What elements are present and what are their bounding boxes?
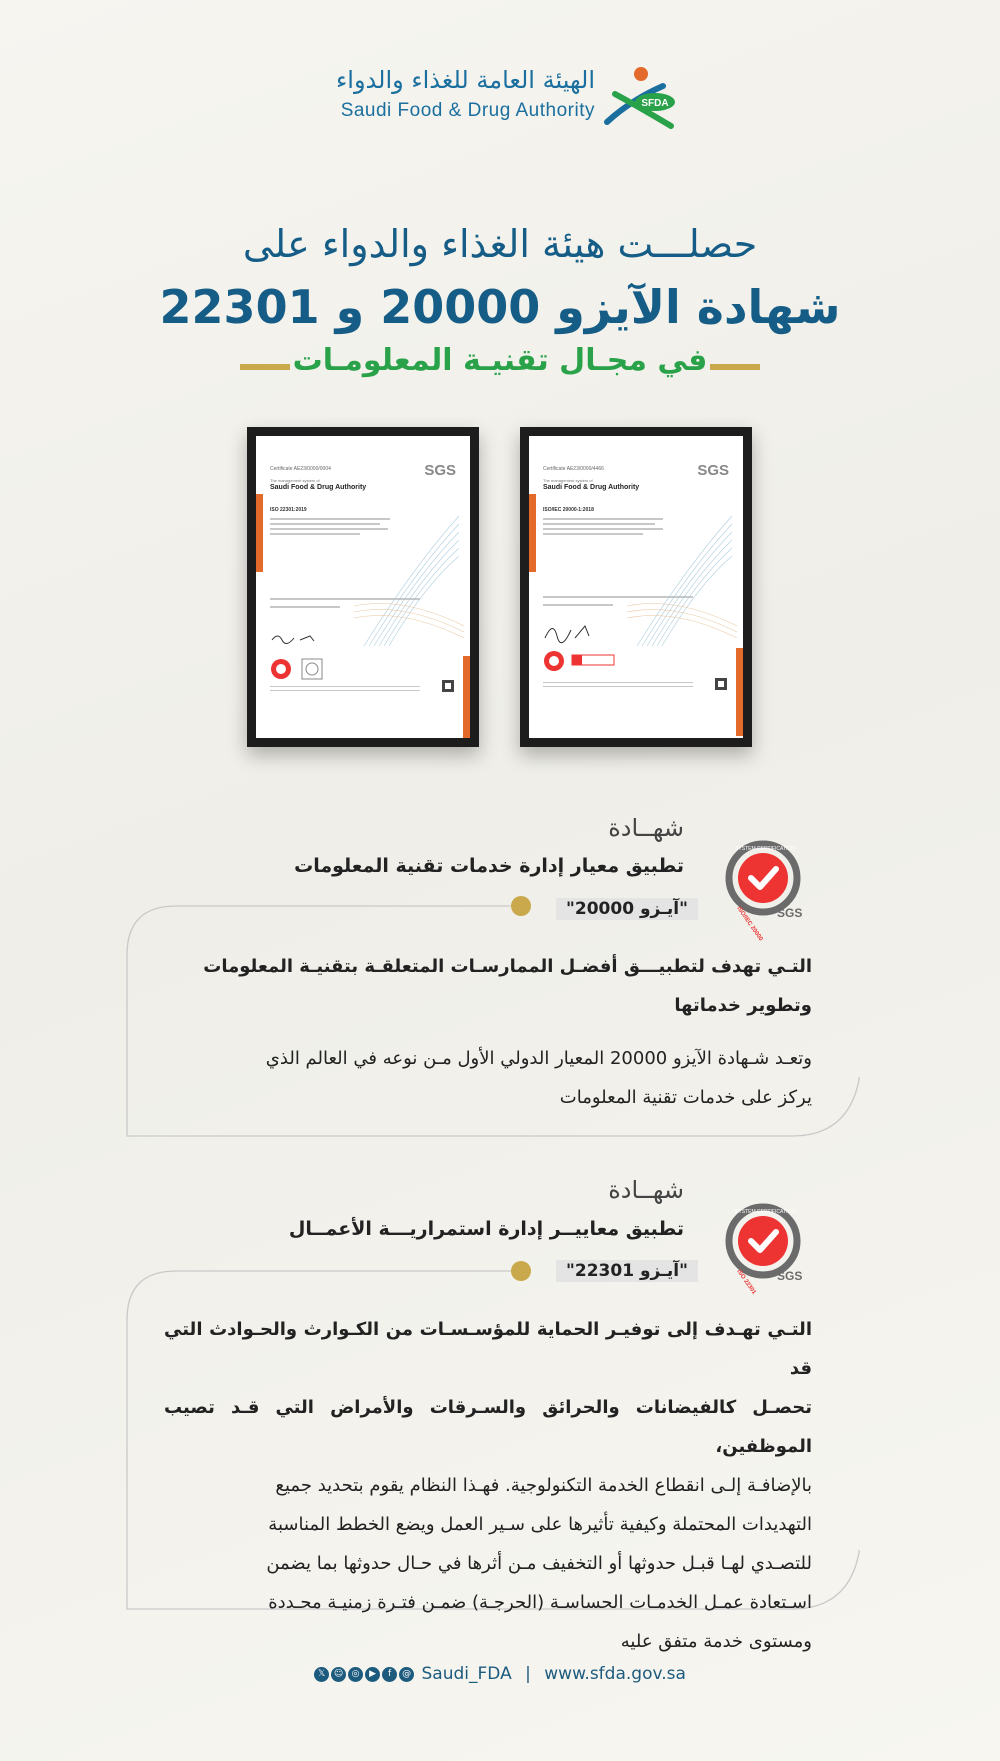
footer: [0, 1664, 1000, 1684]
certificate-frame-iso-22301: [247, 427, 479, 747]
title-line-2: شهادة الآيزو 20000 و 22301: [159, 280, 841, 334]
snapchat-icon[interactable]: ☺: [331, 1667, 346, 1682]
facebook-icon[interactable]: f: [382, 1667, 397, 1682]
certificate-footer-line: [543, 682, 693, 683]
instagram-icon[interactable]: ◎: [348, 1667, 363, 1682]
section1-para-bold-1: التـي تهدف لتطبيـــق أفضـل الممارسـات المتعلقـة بتقنيـة المعلومات: [203, 956, 812, 977]
certificate-text-line: [270, 606, 340, 608]
section1-gold-dot: [511, 896, 531, 916]
section1-heading: تطبيق معيار إدارة خدمات تقنية المعلومات: [294, 855, 684, 877]
signature-icon: [270, 632, 330, 644]
iso-20000-badge-icon: [727, 842, 805, 943]
logo-arabic-name: الهيئة العامة للغذاء والدواء: [336, 66, 595, 94]
certificate-footer-line: [543, 686, 693, 687]
signature-icon: [543, 620, 603, 642]
sfda-logo: [315, 62, 685, 132]
logo-english-name: Saudi Food & Drug Authority: [340, 100, 595, 121]
certificate-paper: [256, 436, 470, 738]
certificate-text-line: [543, 604, 613, 606]
certificate-number: Certificate AE23/0000/4466: [543, 466, 604, 472]
sfda-emblem-icon: [601, 64, 685, 130]
section1-iso-tag: "آيـزو 20000": [556, 898, 698, 920]
x-icon[interactable]: 𝕏: [314, 1667, 329, 1682]
svg-text:SYSTEM CERTIFICATION: SYSTEM CERTIFICATION: [735, 846, 795, 852]
section2-para-bold-2: تحصـل كالفيضانات والحرائق والسـرقات والأمراض التي قـد تصيب الموظفين،: [164, 1397, 812, 1457]
accreditation-seal-icon: [301, 658, 323, 680]
section2-para-line: اسـتعادة عمـل الخدمـات الحساسـة (الحرجـة) ضمـن فتـرة زمنيـة محـددة: [268, 1592, 812, 1613]
title-line-3: في مجـال تقنيـة المعلومـات: [292, 343, 708, 378]
section1-para-line-1: وتعـد شـهادة الآيزو 20000 المعيار الدولي الأول مـن نوعه في العالم الذي: [265, 1048, 812, 1069]
svg-text:ISO 22301: ISO 22301: [735, 1268, 757, 1296]
section2-heading: تطبيق معاييــر إدارة استمراريـــة الأعمــال: [288, 1218, 684, 1240]
certificate-watermark-art: [354, 506, 464, 656]
section2-para-line: التهديدات المحتملة وكيفية تأثيرها على سـير العمل ويضع الخطط المناسبة: [268, 1514, 812, 1535]
certificate-paper: [529, 436, 743, 738]
section1-para-bold-2: وتطوير خدماتها: [674, 995, 812, 1016]
certificate-organization: Saudi Food & Drug Authority: [543, 484, 640, 491]
certificate-orange-bar: [736, 648, 743, 736]
certificate-number: Certificate AE23/0000/0004: [270, 466, 331, 472]
section1-paragraph: [164, 947, 812, 1117]
certificate-intro: The management system of: [543, 478, 593, 483]
section2-gold-dot: [511, 1261, 531, 1281]
title-line-1: حصلـــت هيئة الغذاء والدواء على: [242, 222, 758, 266]
section2-para-line: ومستوى خدمة متفق عليه: [620, 1631, 812, 1652]
certificate-watermark-art: [627, 506, 737, 656]
svg-text:SYSTEM CERTIFICATION: SYSTEM CERTIFICATION: [735, 1209, 795, 1215]
certificate-orange-bar: [463, 656, 470, 738]
certificate-standard: ISO/IEC 20000-1:2018: [543, 507, 594, 513]
certificate-footer-line: [270, 686, 420, 687]
section2-iso-tag: "آيـزو 22301": [556, 1260, 698, 1282]
section2-para-line: للتصـدي لهـا قبـل حدوثها أو التخفيف مـن أثرها في حـال حدوثها بما يضمن: [266, 1553, 812, 1574]
certificate-sgs-logo: SGS: [424, 462, 456, 479]
threads-icon[interactable]: @: [399, 1667, 414, 1682]
certificate-intro: The management system of: [270, 478, 320, 483]
qr-code-icon: [715, 678, 727, 690]
section2-paragraph: [164, 1310, 812, 1661]
youtube-icon[interactable]: ▶: [365, 1667, 380, 1682]
svg-text:SGS: SGS: [777, 906, 803, 920]
qr-code-icon: [442, 680, 454, 692]
footer-handle[interactable]: Saudi_FDA: [421, 1664, 512, 1684]
section2-para-bold-1: التـي تهـدف إلى توفيـر الحماية للمؤسـسـات من الكـوارث والحـوادث التي قد: [164, 1319, 812, 1379]
svg-text:SFDA: SFDA: [641, 98, 669, 109]
certificate-frame-iso-20000: [520, 427, 752, 747]
certificate-orange-bar: [529, 494, 536, 572]
gold-divider-right: [710, 364, 760, 370]
certificate-orange-bar: [256, 494, 263, 572]
certificate-text-line: [270, 533, 360, 535]
svg-text:ISO/IEC 20000: ISO/IEC 20000: [735, 905, 764, 943]
accreditation-seal-icon: [571, 654, 615, 666]
section1-para-line-2: يركز على خدمات تقنية المعلومات: [559, 1087, 812, 1108]
sgs-seal-icon: [270, 658, 292, 680]
certificate-footer-line: [270, 690, 420, 691]
section2-para-line: بالإضافـة إلـى انقطاع الخدمة التكنولوجية. فهـذا النظام يقوم بتحديد جميع: [275, 1475, 812, 1496]
iso-22301-badge-icon: [727, 1205, 805, 1296]
footer-website-link[interactable]: www.sfda.gov.sa: [544, 1664, 686, 1684]
certificate-sgs-logo: SGS: [697, 462, 729, 479]
sgs-seal-icon: [543, 650, 565, 672]
section1-label: شهــادة: [608, 814, 684, 842]
svg-text:SGS: SGS: [777, 1269, 803, 1283]
certificate-standard: ISO 22301:2019: [270, 507, 307, 513]
footer-separator: |: [525, 1664, 531, 1684]
certificate-organization: Saudi Food & Drug Authority: [270, 484, 367, 491]
section2-label: شهــادة: [608, 1176, 684, 1204]
